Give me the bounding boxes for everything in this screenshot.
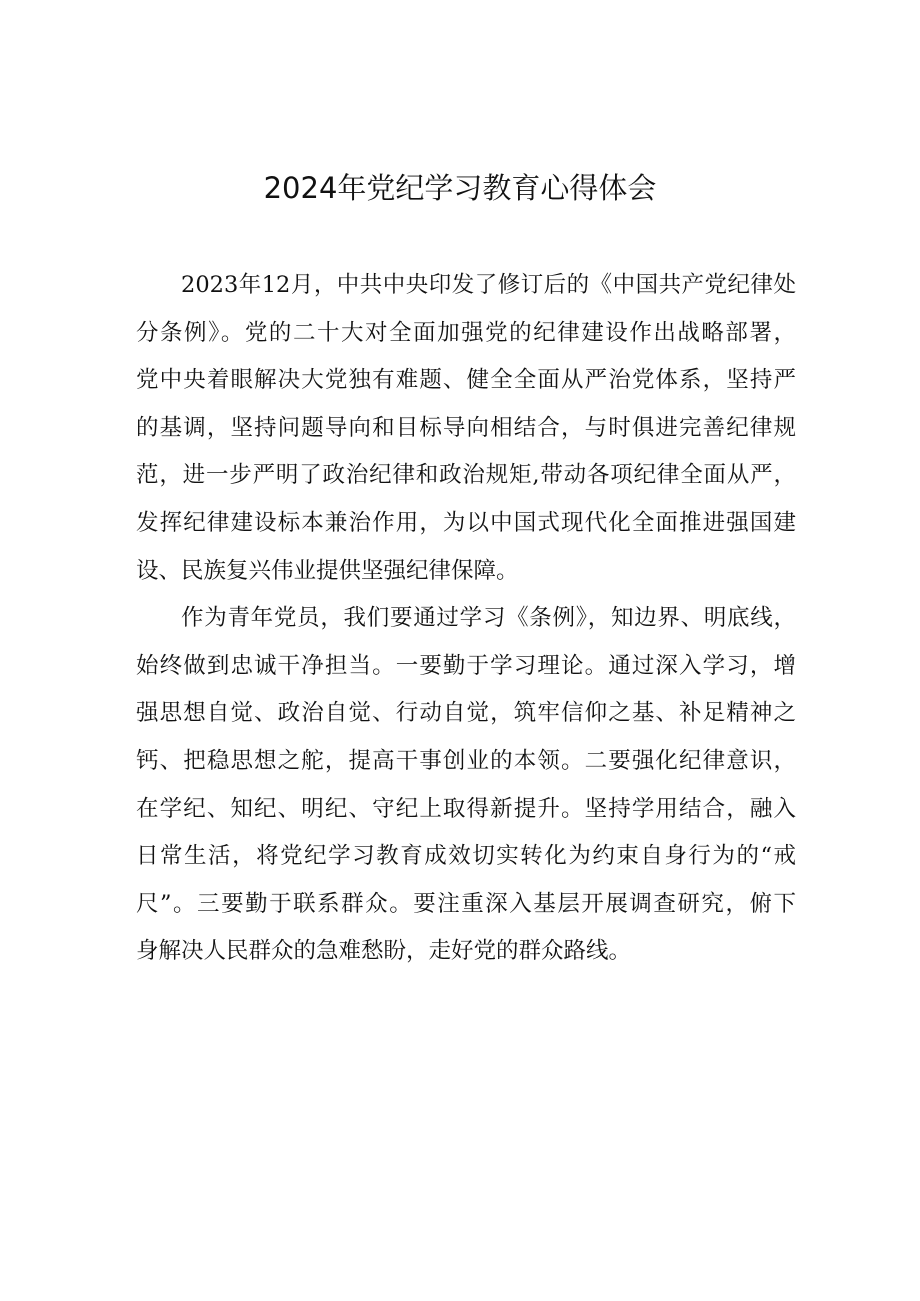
paragraph-line: 钙、把稳思想之舵，提高干事创业的本领。二要强化纪律意识， (136, 747, 796, 774)
paragraph-line: 范，进一步严明了政治纪律和政治规矩,带动各项纪律全面从严， (136, 462, 796, 489)
paragraph-line: 始终做到忠诚干净担当。一要勤于学习理论。通过深入学习，增 (136, 652, 796, 679)
paragraph-line: 强思想自觉、政治自觉、行动自觉，筑牢信仰之基、补足精神之 (136, 700, 796, 727)
document-title: 2024年党纪学习教育心得体会 (263, 171, 657, 205)
paragraph-line: 的基调，坚持问题导向和目标导向相结合，与时俱进完善纪律规 (136, 414, 796, 441)
paragraph-line: 2023年12月，中共中央印发了修订后的《中国共产党纪律处 (181, 272, 796, 298)
paragraph-2 (136, 595, 796, 976)
paragraph-line: 分条例》。党的二十大对全面加强党的纪律建设作出战略部署， (136, 319, 796, 346)
paragraph-line: 身解决人民群众的急难愁盼，走好党的群众路线。 (136, 938, 632, 965)
paragraph-line: 日常生活，将党纪学习教育成效切实转化为约束自身行为的“戒 (136, 843, 796, 870)
paragraph-line: 作为青年党员，我们要通过学习《条例》，知边界、明底线， (181, 605, 796, 632)
document-body (136, 262, 796, 976)
paragraph-line: 尺”。三要勤于联系群众。要注重深入基层开展调查研究，俯下 (136, 890, 796, 917)
paragraph-line: 设、民族复兴伟业提供坚强纪律保障。 (136, 557, 519, 584)
paragraph-1 (136, 262, 796, 595)
paragraph-line: 在学纪、知纪、明纪、守纪上取得新提升。坚持学用结合，融入 (136, 795, 796, 822)
paragraph-line: 发挥纪律建设标本兼治作用，为以中国式现代化全面推进强国建 (136, 509, 796, 536)
paragraph-line: 党中央着眼解决大党独有难题、健全全面从严治党体系，坚持严 (136, 367, 796, 394)
